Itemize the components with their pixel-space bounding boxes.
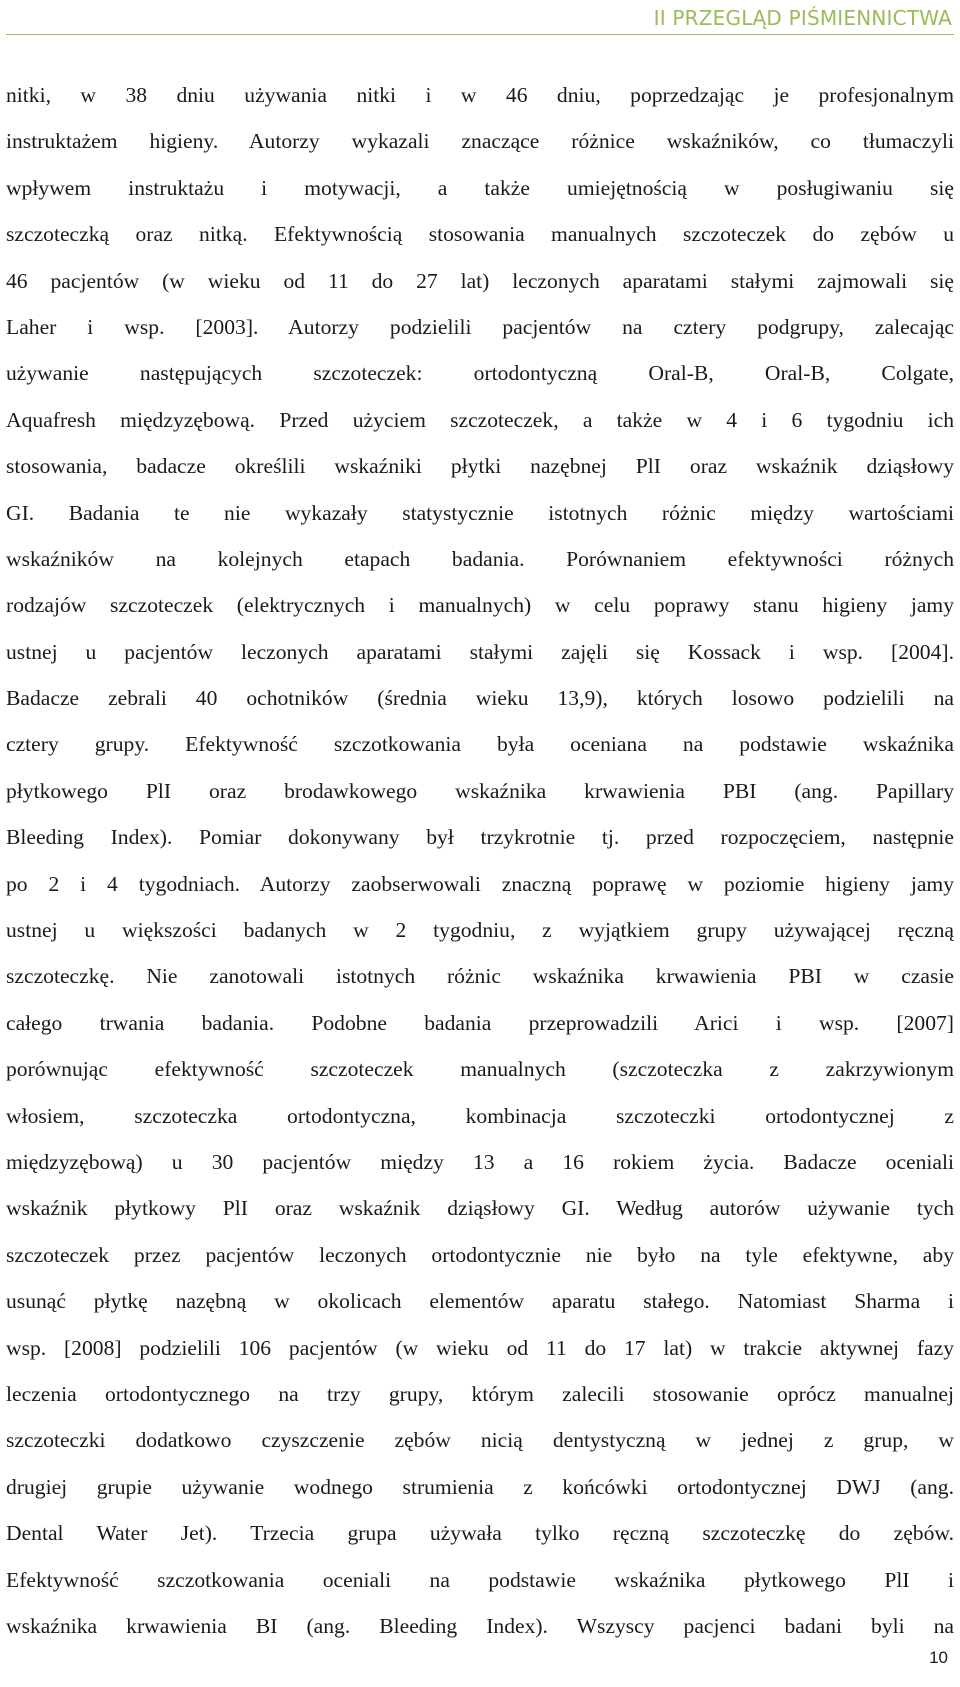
text-line: porównując efektywność szczoteczek manualnych (szczoteczka z zakrzywionym: [6, 1057, 954, 1082]
text-line: szczoteczką oraz nitką. Efektywnością stosowania manualnych szczoteczek do zębów u: [6, 222, 954, 247]
text-line: wpływem instruktażu i motywacji, a także umiejętnością w posługiwaniu się: [6, 175, 954, 200]
text-line: wskaźnika krwawienia BI (ang. Bleeding Index). Wszyscy pacjenci badani byli na: [6, 1613, 954, 1638]
text-line: GI. Badania te nie wykazały statystycznie istotnych różnic między wartościami: [6, 500, 954, 525]
text-line: wskaźników na kolejnych etapach badania. Porównaniem efektywności różnych: [6, 546, 954, 571]
text-line: ustnej u pacjentów leczonych aparatami stałymi zajęli się Kossack i wsp. [2004].: [6, 639, 954, 664]
text-line: szczoteczki dodatkowo czyszczenie zębów nicią dentystyczną w jednej z grup, w: [6, 1428, 954, 1453]
text-line: ustnej u większości badanych w 2 tygodniu, z wyjątkiem grupy używającej ręczną: [6, 918, 954, 943]
text-line: całego trwania badania. Podobne badania przeprowadzili Arici i wsp. [2007]: [6, 1010, 954, 1035]
header-rule: [6, 34, 954, 35]
text-line: szczoteczkę. Nie zanotowali istotnych różnic wskaźnika krwawienia PBI w czasie: [6, 964, 954, 989]
body-paragraph: [6, 72, 954, 1649]
text-line: wskaźnik płytkowy PlI oraz wskaźnik dziąsłowy GI. Według autorów używanie tych: [6, 1196, 954, 1221]
text-line: rodzajów szczoteczek (elektrycznych i manualnych) w celu poprawy stanu higieny jamy: [6, 593, 954, 618]
text-line: stosowania, badacze określili wskaźniki płytki nazębnej PlI oraz wskaźnik dziąsłowy: [6, 454, 954, 479]
text-line: używanie następujących szczoteczek: ortodontyczną Oral-B, Oral-B, Colgate,: [6, 361, 954, 386]
text-line: instruktażem higieny. Autorzy wykazali znaczące różnice wskaźników, co tłumaczyli: [6, 129, 954, 154]
text-line: 46 pacjentów (w wieku od 11 do 27 lat) leczonych aparatami stałymi zajmowali się: [6, 268, 954, 293]
text-line: Badacze zebrali 40 ochotników (średnia wieku 13,9), których losowo podzielili na: [6, 686, 954, 711]
page-number: 10: [929, 1648, 948, 1667]
text-line: włosiem, szczoteczka ortodontyczna, kombinacja szczoteczki ortodontycznej z: [6, 1103, 954, 1128]
text-line: Laher i wsp. [2003]. Autorzy podzielili pacjentów na cztery podgrupy, zalecając: [6, 314, 954, 339]
text-line: płytkowego PlI oraz brodawkowego wskaźnika krwawienia PBI (ang. Papillary: [6, 778, 954, 803]
text-line: leczenia ortodontycznego na trzy grupy, którym zalecili stosowanie oprócz manualnej: [6, 1381, 954, 1406]
text-line: drugiej grupie używanie wodnego strumienia z końcówki ortodontycznej DWJ (ang.: [6, 1474, 954, 1499]
text-line: nitki, w 38 dniu używania nitki i w 46 dniu, poprzedzając je profesjonalnym: [6, 83, 954, 107]
text-line: szczoteczek przez pacjentów leczonych ortodontycznie nie było na tyle efektywne, aby: [6, 1242, 954, 1267]
text-line: międzyzębową) u 30 pacjentów między 13 a 16 rokiem życia. Badacze oceniali: [6, 1149, 954, 1174]
text-line: Dental Water Jet). Trzecia grupa używała tylko ręczną szczoteczkę do zębów.: [6, 1521, 954, 1546]
text-line: Aquafresh międzyzębową. Przed użyciem szczoteczek, a także w 4 i 6 tygodniu ich: [6, 407, 954, 432]
running-header: II PRZEGLĄD PIŚMIENNICTWA: [653, 6, 952, 30]
text-line: po 2 i 4 tygodniach. Autorzy zaobserwowali znaczną poprawę w poziomie higieny jamy: [6, 871, 954, 896]
text-line: usunąć płytkę nazębną w okolicach elementów aparatu stałego. Natomiast Sharma i: [6, 1289, 954, 1314]
text-line: cztery grupy. Efektywność szczotkowania była oceniana na podstawie wskaźnika: [6, 732, 954, 757]
text-line: Bleeding Index). Pomiar dokonywany był trzykrotnie tj. przed rozpoczęciem, następnie: [6, 825, 954, 850]
text-line: Efektywność szczotkowania oceniali na podstawie wskaźnika płytkowego PlI i: [6, 1567, 954, 1592]
text-line: wsp. [2008] podzielili 106 pacjentów (w wieku od 11 do 17 lat) w trakcie aktywnej fazy: [6, 1335, 954, 1360]
